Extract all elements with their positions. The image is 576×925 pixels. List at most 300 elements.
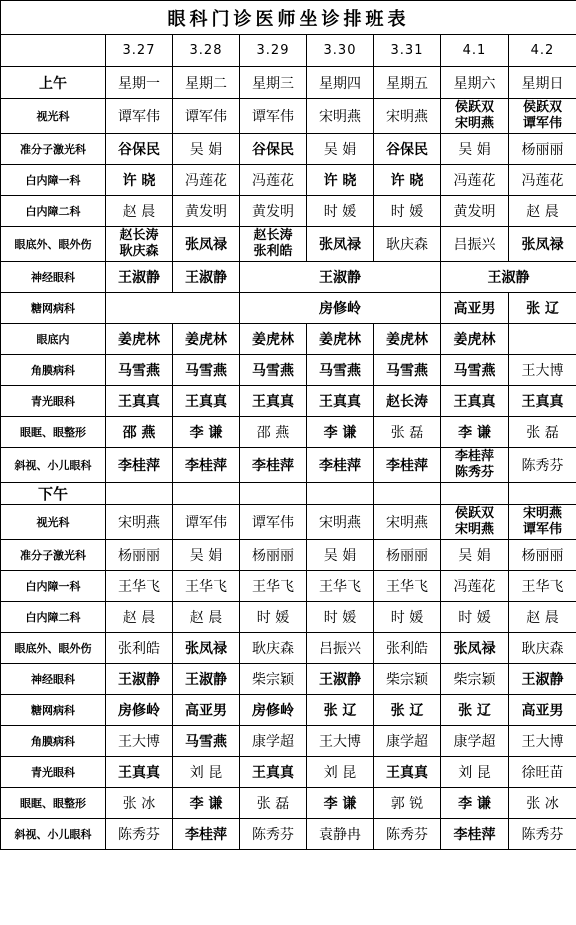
doctor-name: 陈秀芬 [118,827,160,843]
doctor-cell [441,386,509,417]
empty-cell [374,483,441,505]
doctor-cell [240,664,307,695]
doctor-cell [374,227,441,262]
doctor-name: 王华飞 [521,579,564,595]
doctor-cell [441,695,509,726]
date-header: 3.27 [106,35,173,67]
doctor-name: 侯跃双 [522,100,562,115]
doctor-cell [307,324,374,355]
doctor-name: 王真真 [319,394,361,410]
doctor-name: 杨丽丽 [521,548,564,564]
doctor-name: 李 谦 [189,796,223,812]
department-label: 角膜病科 [1,355,106,386]
doctor-cell [441,540,509,571]
doctor-cell [240,262,441,293]
department-label: 青光眼科 [1,386,106,417]
doctor-cell [509,165,576,196]
department-label: 眼底外、眼外伤 [1,633,106,664]
doctor-cell [173,448,240,483]
doctor-cell [106,695,173,726]
doctor-cell [374,633,441,664]
doctor-name: 黄发明 [453,204,496,220]
doctor-cell [509,819,576,850]
department-label: 神经眼科 [1,664,106,695]
doctor-cell [509,448,576,483]
doctor-name: 时 媛 [323,204,357,220]
doctor-name: 袁静冉 [319,827,361,843]
doctor-cell [173,540,240,571]
doctor-cell [509,417,576,448]
doctor-name: 康学超 [252,734,294,750]
department-label: 青光眼科 [1,757,106,788]
doctor-name: 李桂萍 [319,458,361,474]
doctor-cell [106,726,173,757]
doctor-name: 谭军伟 [252,515,294,531]
doctor-cell [307,227,374,262]
department-label: 眼底内 [1,324,106,355]
doctor-name: 张 辽 [323,703,357,719]
doctor-cell [374,695,441,726]
doctor-name: 王淑静 [185,270,227,286]
doctor-name: 时 媛 [256,610,290,626]
doctor-cell [509,695,576,726]
doctor-cell [106,540,173,571]
doctor-name: 吕振兴 [453,237,496,253]
doctor-cell [173,695,240,726]
doctor-cell [240,355,307,386]
doctor-name: 谷保民 [252,142,294,158]
doctor-name: 吴 娟 [458,142,491,158]
doctor-name: 黄发明 [252,204,294,220]
doctor-cell [173,324,240,355]
corner-cell [1,35,106,67]
doctor-name: 陈秀芬 [454,465,494,480]
department-label: 眼底外、眼外伤 [1,227,106,262]
doctor-name: 姜虎林 [252,332,294,348]
doctor-name: 陈秀芬 [252,827,294,843]
doctor-name: 马雪燕 [319,363,361,379]
doctor-name: 赵长涛 [253,228,293,243]
doctor-cell [374,417,441,448]
doctor-cell [509,757,576,788]
morning-label: 上午 [1,67,106,99]
doctor-name: 刘 昆 [189,765,223,781]
doctor-name: 冯莲花 [521,173,564,189]
doctor-cell [441,165,509,196]
doctor-cell [106,757,173,788]
doctor-name: 王大博 [319,734,361,750]
doctor-name: 李 谦 [323,796,357,812]
doctor-cell [374,134,441,165]
doctor-name: 赵 晨 [122,610,156,626]
doctor-cell [173,505,240,540]
doctor-name: 王华飞 [185,579,227,595]
weekday-header: 星期四 [307,67,374,99]
doctor-name: 许 晓 [390,173,424,189]
doctor-cell [441,788,509,819]
doctor-name: 马雪燕 [185,363,227,379]
doctor-name: 李桂萍 [454,449,494,464]
doctor-name: 张凤禄 [319,237,361,253]
doctor-cell [509,664,576,695]
doctor-name: 王华飞 [319,579,361,595]
doctor-name: 黄发明 [185,204,227,220]
afternoon-label: 下午 [1,483,106,505]
doctor-cell [509,99,576,134]
doctor-name: 吴 娟 [189,548,223,564]
doctor-name: 李桂萍 [118,458,160,474]
doctor-name: 马雪燕 [118,363,160,379]
doctor-cell [441,571,509,602]
doctor-name: 张 辽 [458,703,491,719]
doctor-name: 王淑静 [521,672,564,688]
doctor-cell [106,196,173,227]
doctor-name: 张 磊 [526,425,559,441]
doctor-cell [240,505,307,540]
doctor-cell [240,227,307,262]
doctor-name: 王大博 [521,363,564,379]
doctor-name: 侯跃双 [454,100,494,115]
doctor-name: 邵 燕 [256,425,290,441]
doctor-name: 赵 晨 [122,204,156,220]
doctor-cell [106,571,173,602]
doctor-cell [173,386,240,417]
doctor-name: 冯莲花 [185,173,227,189]
doctor-cell [374,355,441,386]
doctor-name: 张 磊 [390,425,424,441]
doctor-name: 耿庆森 [386,237,428,253]
doctor-name: 宋明燕 [522,506,562,521]
doctor-name: 宋明燕 [319,109,361,125]
doctor-cell [106,819,173,850]
date-header: 4.1 [441,35,509,67]
doctor-name: 张 冰 [122,796,156,812]
doctor-name: 宋明燕 [454,522,494,537]
doctor-name: 吴 娟 [189,142,223,158]
doctor-cell [173,165,240,196]
doctor-name: 宋明燕 [454,116,494,131]
doctor-name: 王大博 [118,734,160,750]
doctor-cell [106,99,173,134]
doctor-cell [106,324,173,355]
doctor-name: 李桂萍 [252,458,294,474]
doctor-cell [374,788,441,819]
empty-cell [509,483,576,505]
doctor-cell [173,262,240,293]
weekday-header: 星期日 [509,67,576,99]
weekday-header: 星期二 [173,67,240,99]
doctor-name: 耿庆森 [119,244,159,259]
doctor-cell [307,819,374,850]
doctor-cell [173,571,240,602]
doctor-cell [106,293,240,324]
doctor-name: 徐旺苗 [521,765,564,781]
doctor-cell [441,99,509,134]
doctor-cell [441,664,509,695]
doctor-cell [374,602,441,633]
doctor-cell [374,99,441,134]
doctor-name: 柴宗颖 [386,672,428,688]
doctor-cell [374,757,441,788]
department-label: 角膜病科 [1,726,106,757]
department-label: 眼眶、眼整形 [1,788,106,819]
doctor-name: 张 冰 [526,796,559,812]
doctor-cell [509,134,576,165]
doctor-cell [307,99,374,134]
doctor-cell [307,664,374,695]
doctor-cell [509,726,576,757]
empty-cell [106,483,173,505]
department-label: 白内障二科 [1,196,106,227]
doctor-cell [509,227,576,262]
doctor-cell [240,165,307,196]
doctor-cell [240,134,307,165]
doctor-name: 谷保民 [118,142,160,158]
doctor-cell [106,788,173,819]
doctor-cell [307,448,374,483]
doctor-cell [509,633,576,664]
doctor-cell [509,571,576,602]
doctor-name: 耿庆森 [521,641,564,657]
doctor-cell [173,134,240,165]
doctor-name: 宋明燕 [118,515,160,531]
doctor-name: 谭军伟 [522,522,562,537]
date-header: 3.30 [307,35,374,67]
weekday-header: 星期五 [374,67,441,99]
doctor-cell [307,788,374,819]
doctor-name: 杨丽丽 [521,142,564,158]
doctor-name: 高亚男 [185,703,227,719]
department-label: 斜视、小儿眼科 [1,448,106,483]
empty-cell [307,483,374,505]
doctor-name: 王淑静 [319,270,361,286]
doctor-cell [240,99,307,134]
doctor-cell [173,417,240,448]
doctor-cell [106,227,173,262]
doctor-cell [509,602,576,633]
doctor-cell [240,386,307,417]
doctor-name: 王真真 [185,394,227,410]
doctor-cell [509,293,576,324]
weekday-header: 星期一 [106,67,173,99]
doctor-cell [240,571,307,602]
doctor-cell [374,726,441,757]
doctor-name: 张凤禄 [185,641,227,657]
doctor-cell [509,788,576,819]
doctor-name: 宋明燕 [386,109,428,125]
doctor-name: 张凤禄 [521,237,564,253]
doctor-cell [374,165,441,196]
doctor-name: 张凤禄 [453,641,496,657]
doctor-cell [441,633,509,664]
doctor-cell [173,602,240,633]
department-label: 视光科 [1,99,106,134]
doctor-cell [509,386,576,417]
doctor-name: 杨丽丽 [118,548,160,564]
doctor-cell [307,571,374,602]
doctor-name: 刘 昆 [323,765,357,781]
doctor-name: 李桂萍 [453,827,496,843]
doctor-name: 王淑静 [487,270,530,286]
doctor-cell [307,165,374,196]
doctor-name: 李 谦 [323,425,357,441]
doctor-cell [307,757,374,788]
doctor-cell [441,262,576,293]
doctor-cell [106,262,173,293]
doctor-name: 侯跃双 [454,506,494,521]
doctor-cell [509,355,576,386]
doctor-name: 王华飞 [252,579,294,595]
doctor-cell [307,633,374,664]
doctor-name: 李桂萍 [386,458,428,474]
doctor-cell [106,386,173,417]
doctor-name: 姜虎林 [453,332,496,348]
doctor-cell [173,355,240,386]
doctor-cell [374,448,441,483]
doctor-name: 高亚男 [453,301,496,317]
doctor-cell [240,726,307,757]
doctor-cell [240,196,307,227]
empty-cell [240,483,307,505]
doctor-cell [307,695,374,726]
department-label: 眼眶、眼整形 [1,417,106,448]
doctor-cell [441,602,509,633]
doctor-cell [106,448,173,483]
doctor-name: 吴 娟 [458,548,491,564]
doctor-name: 时 媛 [390,610,424,626]
doctor-name: 赵 晨 [189,610,223,626]
doctor-name: 马雪燕 [386,363,428,379]
doctor-cell [173,633,240,664]
doctor-name: 姜虎林 [185,332,227,348]
page-title: 眼科门诊医师坐诊排班表 [1,1,576,35]
doctor-cell [240,324,307,355]
date-header: 3.28 [173,35,240,67]
doctor-cell [240,757,307,788]
doctor-name: 宋明燕 [386,515,428,531]
doctor-name: 柴宗颖 [453,672,496,688]
doctor-name: 张利皓 [386,641,428,657]
doctor-name: 王大博 [521,734,564,750]
doctor-name: 王真真 [252,394,294,410]
doctor-name: 郭 锐 [390,796,424,812]
doctor-cell [509,505,576,540]
doctor-cell [374,324,441,355]
doctor-cell [240,417,307,448]
doctor-name: 赵长涛 [119,228,159,243]
doctor-name: 许 晓 [323,173,357,189]
doctor-name: 刘 昆 [458,765,491,781]
department-label: 神经眼科 [1,262,106,293]
doctor-cell [307,417,374,448]
date-header: 4.2 [509,35,576,67]
doctor-name: 李 谦 [189,425,223,441]
doctor-cell [173,196,240,227]
doctor-name: 张利皓 [118,641,160,657]
doctor-name: 姜虎林 [386,332,428,348]
doctor-name: 张凤禄 [185,237,227,253]
doctor-name: 马雪燕 [185,734,227,750]
doctor-name: 赵 晨 [526,610,559,626]
doctor-cell [106,602,173,633]
date-header: 3.29 [240,35,307,67]
doctor-name: 吴 娟 [323,548,357,564]
doctor-cell [374,196,441,227]
doctor-cell [173,757,240,788]
doctor-name: 谭军伟 [185,515,227,531]
doctor-cell [307,386,374,417]
doctor-cell [374,571,441,602]
doctor-cell [106,417,173,448]
doctor-cell [441,417,509,448]
doctor-name: 时 媛 [458,610,491,626]
doctor-name: 王真真 [252,765,294,781]
doctor-name: 王淑静 [185,672,227,688]
department-label: 白内障二科 [1,602,106,633]
doctor-cell [106,633,173,664]
doctor-name: 张 磊 [256,796,290,812]
doctor-name: 赵 晨 [526,204,559,220]
doctor-cell [173,726,240,757]
doctor-cell [173,664,240,695]
doctor-name: 谭军伟 [185,109,227,125]
doctor-cell [173,227,240,262]
doctor-name: 谭军伟 [522,116,562,131]
doctor-name: 姜虎林 [319,332,361,348]
doctor-cell [374,664,441,695]
doctor-cell [441,355,509,386]
doctor-name: 冯莲花 [453,173,496,189]
doctor-name: 马雪燕 [453,363,496,379]
doctor-cell [441,726,509,757]
department-label: 准分子激光科 [1,134,106,165]
doctor-name: 耿庆森 [252,641,294,657]
doctor-cell [173,99,240,134]
doctor-name: 李 谦 [458,425,491,441]
doctor-cell [106,505,173,540]
doctor-name: 王淑静 [118,672,160,688]
doctor-name: 李桂萍 [185,827,227,843]
doctor-cell [307,134,374,165]
doctor-cell [240,602,307,633]
doctor-name: 冯莲花 [453,579,496,595]
doctor-name: 谭军伟 [252,109,294,125]
doctor-name: 李 谦 [458,796,491,812]
doctor-cell [240,695,307,726]
doctor-cell [240,293,441,324]
doctor-name: 谷保民 [386,142,428,158]
doctor-cell [173,819,240,850]
doctor-cell [307,505,374,540]
doctor-name: 张利皓 [253,244,293,259]
doctor-cell [240,633,307,664]
doctor-name: 柴宗颖 [252,672,294,688]
doctor-cell [509,324,576,355]
doctor-name: 张 辽 [526,301,559,317]
doctor-name: 杨丽丽 [252,548,294,564]
doctor-cell [441,819,509,850]
doctor-name: 王真真 [118,394,160,410]
doctor-name: 王华飞 [386,579,428,595]
doctor-name: 王淑静 [319,672,361,688]
doctor-cell [173,788,240,819]
department-label: 准分子激光科 [1,540,106,571]
doctor-cell [374,540,441,571]
doctor-cell [374,819,441,850]
empty-cell [173,483,240,505]
doctor-name: 王真真 [521,394,564,410]
doctor-cell [307,196,374,227]
